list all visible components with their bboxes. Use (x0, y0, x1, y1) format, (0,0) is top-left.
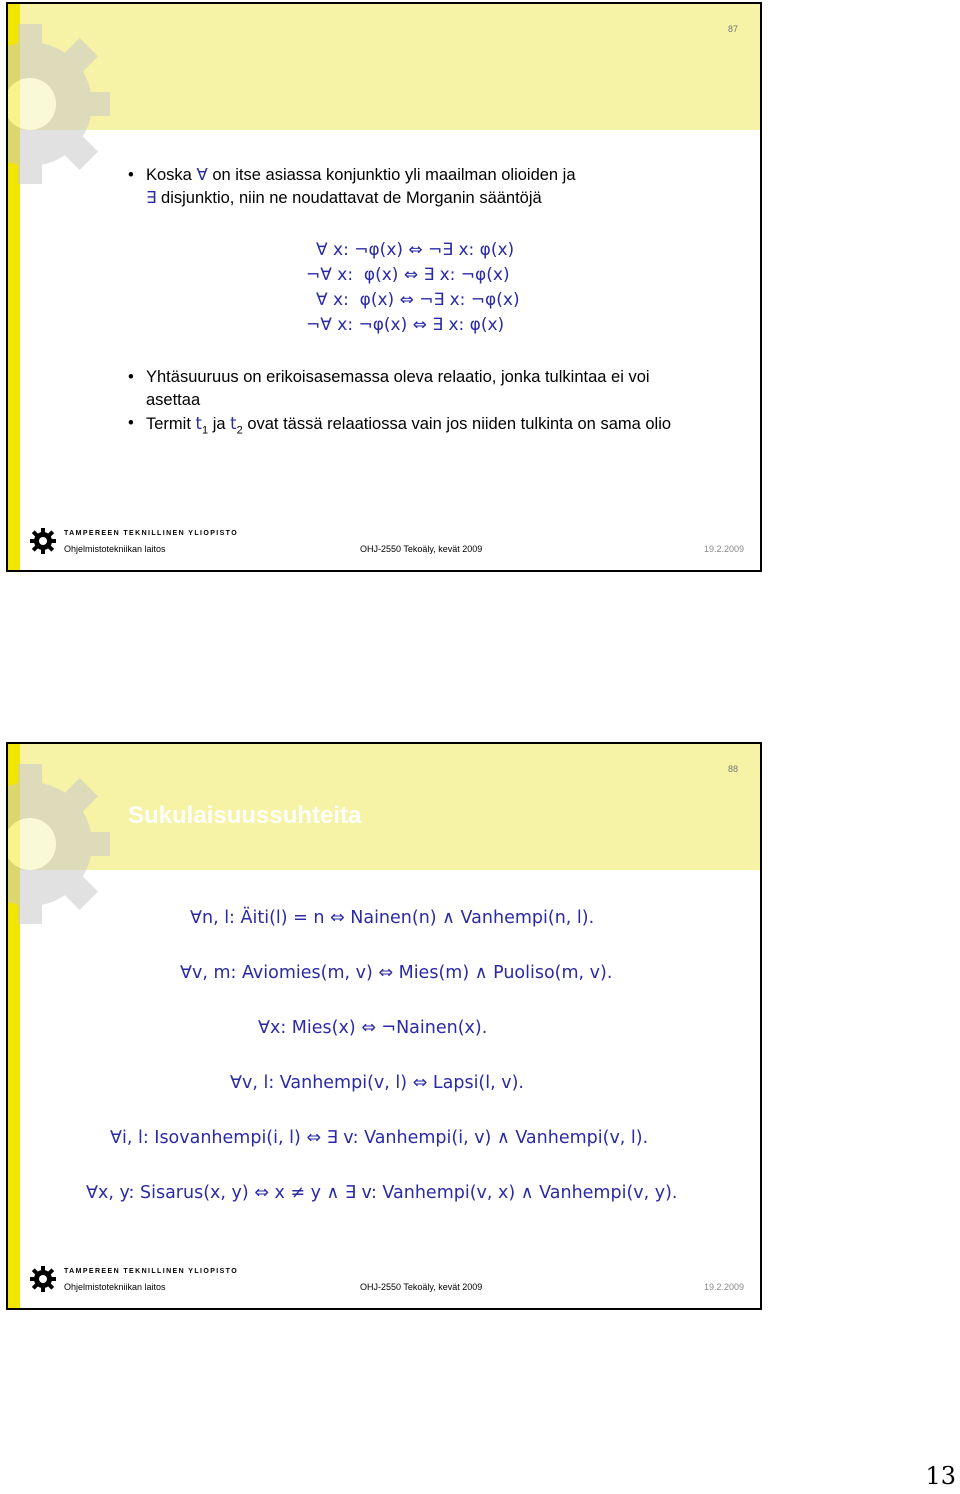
course-name: OHJ-2550 Tekoäly, kevät 2009 (360, 544, 483, 554)
term-subscript: 2 (236, 424, 243, 437)
term-symbol: t (195, 414, 202, 433)
slide-date: 19.2.2009 (704, 1282, 745, 1292)
rule-line: ∀v, m: Aviomies(m, v) ⇔ Mies(m) ∧ Puoliso(m, v). (180, 963, 613, 983)
pdf-page-number: 13 (925, 1462, 956, 1490)
bullet-de-morgan (128, 164, 688, 210)
rule-line: ∀x: Mies(x) ⇔ ¬Nainen(x). (258, 1018, 488, 1038)
forall-symbol: ∀ (196, 166, 208, 184)
exists-symbol: ∃ (146, 189, 157, 207)
gear-watermark-icon (6, 4, 140, 224)
formula-line: ∀ x: ¬φ(x) ⇔ ¬∃ x: φ(x) (316, 240, 515, 260)
rule-line: ∀v, l: Vanhempi(v, l) ⇔ Lapsi(l, v). (230, 1073, 524, 1093)
term-subscript: 1 (201, 424, 209, 437)
bullet-terms (128, 412, 688, 442)
slide-footer (30, 528, 760, 560)
slide-page-number: 87 (727, 24, 738, 34)
bullet-text: Koska (146, 166, 197, 184)
university-name: TAMPEREEN TEKNILLINEN YLIOPISTO (64, 530, 239, 537)
bullet-equality: • Yhtäsuuruus on erikoisasemassa oleva relaatio, jonka tulkintaa ei voi asettaa (128, 366, 688, 412)
formula-line: ¬∀ x: φ(x) ⇔ ∃ x: ¬φ(x) (306, 265, 510, 285)
department-name: Ohjelmistotekniikan laitos (64, 1282, 166, 1292)
rule-line: ∀i, l: Isovanhempi(i, l) ⇔ ∃ v: Vanhempi(i, v) ∧ Vanhempi(v, l). (110, 1128, 649, 1148)
course-name: OHJ-2550 Tekoäly, kevät 2009 (360, 1282, 483, 1292)
bullet-text: ja (208, 415, 231, 433)
tut-logo-icon (30, 1266, 56, 1292)
rule-line: ∀x, y: Sisarus(x, y) ⇔ x ≠ y ∧ ∃ v: Vanhempi(v, x) ∧ Vanhempi(v, y). (86, 1183, 678, 1203)
bullet-text: Termit (146, 415, 196, 433)
bullet-list-bottom (128, 366, 688, 442)
bullet-text: disjunktio, niin ne noudattavat de Morganin sääntöjä (156, 189, 542, 207)
term-symbol: t (230, 414, 237, 433)
bullet-list-top (128, 164, 688, 210)
formula-line: ∀ x: φ(x) ⇔ ¬∃ x: ¬φ(x) (316, 290, 520, 310)
department-name: Ohjelmistotekniikan laitos (64, 544, 166, 554)
bullet-text: ovat tässä relaatiossa vain jos niiden tulkinta on sama olio (242, 415, 672, 433)
bullet-text: on itse asiassa konjunktio yli maailman olioiden ja (207, 166, 576, 184)
slide-page-number: 88 (727, 764, 738, 774)
university-name: TAMPEREEN TEKNILLINEN YLIOPISTO (64, 1268, 239, 1275)
slide-date: 19.2.2009 (704, 544, 745, 554)
formula-line: ¬∀ x: ¬φ(x) ⇔ ∃ x: φ(x) (306, 315, 505, 335)
rule-line: ∀n, l: Äiti(l) = n ⇔ Nainen(n) ∧ Vanhempi(n, l). (190, 908, 595, 928)
slide-88 (6, 742, 762, 1310)
gear-watermark-icon (6, 744, 140, 964)
tut-logo-icon (30, 528, 56, 554)
slide-87 (6, 2, 762, 572)
slide-title: Sukulaisuussuhteita (128, 802, 362, 829)
slide-footer (30, 1266, 760, 1298)
